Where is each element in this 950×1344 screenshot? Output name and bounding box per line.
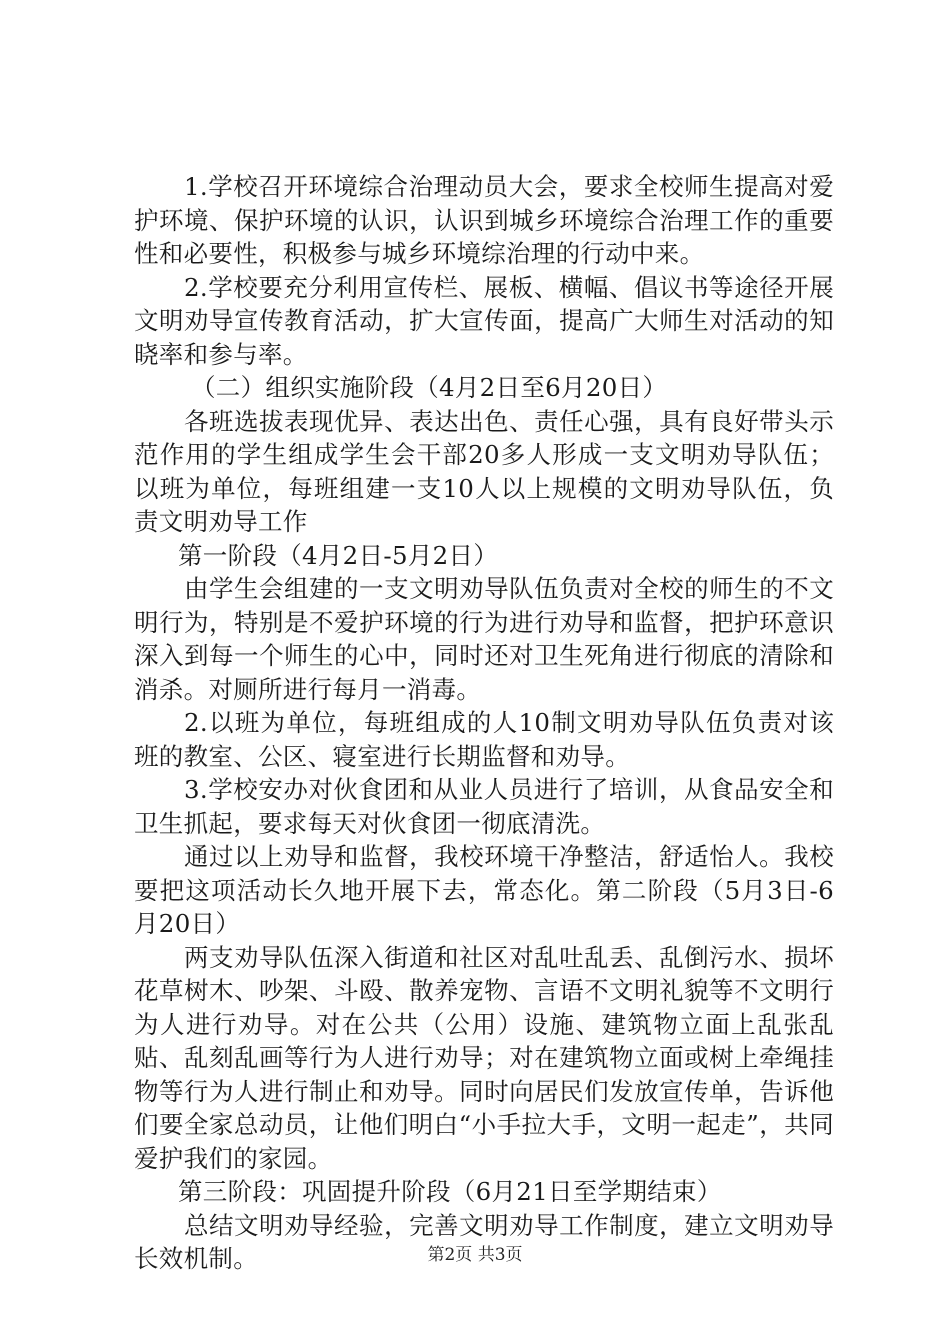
paragraph-summary-mechanism: 总结文明劝导经验，完善文明劝导工作制度，建立文明劝导长效机制。	[134, 1210, 834, 1273]
paragraph-stage-one-campus: 由学生会组建的一支文明劝导队伍负责对全校的师生的不文明行为，特别是不爱护环境的行为进行劝导和监督，把护环意识深入到每一个师生的心中，同时还对卫生死角进行彻底的清除和消杀。对厕所进行每月一消毒。	[134, 574, 834, 704]
paragraph-community-outreach: 两支劝导队伍深入街道和社区对乱吐乱丢、乱倒污水、损坏花草树木、吵架、斗殴、散养宠物、言语不文明礼貌等不文明行为人进行劝导。对在公共（公用）设施、建筑物立面上乱张乱贴、乱刻乱画等行为人进行劝导；对在建筑物立面或树上牵绳挂物等行为人进行制止和劝导。同时向居民们发放宣传单，告诉他们要全家总动员，让他们明白“小手拉大手，文明一起走”，共同爱护我们的家园。	[134, 942, 834, 1173]
page-number-footer: 第2页 共3页	[427, 1245, 523, 1265]
stage-three-heading: 第三阶段：巩固提升阶段（6月21日至学期结束）	[178, 1177, 722, 1206]
document-body	[134, 170, 834, 1276]
stage-one-heading: 第一阶段（4月2日-5月2日）	[178, 540, 499, 570]
paragraph-team-formation: 各班选拔表现优异、表达出色、责任心强，具有良好带头示范作用的学生组成学生会干部20多人形成一支文明劝导队伍；以班为单位，每班组建一支10人以上规模的文明劝导队伍，负责文明劝导工作	[134, 406, 834, 536]
paragraph-mobilization-meeting: 1.学校召开环境综合治理动员大会，要求全校师生提高对爱护环境、保护环境的认识，认识到城乡环境综合治理工作的重要性和必要性，积极参与城乡环境综治理的行动中来。	[134, 172, 834, 268]
paragraph-results-stage-two: 通过以上劝导和监督，我校环境干净整洁，舒适怡人。我校要把这项活动长久地开展下去，常态化。第二阶段（5月3日-6月20日）	[134, 842, 834, 938]
paragraph-publicity: 2.学校要充分利用宣传栏、展板、横幅、倡议书等途径开展文明劝导宣传教育活动，扩大宣传面，提高广大师生对活动的知晓率和参与率。	[134, 272, 834, 369]
paragraph-class-supervision: 2.以班为单位，每班组成的人10制文明劝导队伍负责对该班的教室、公区、寝室进行长期监督和劝导。	[134, 708, 834, 771]
paragraph-canteen-training: 3.学校安办对伙食团和从业人员进行了培训，从食品安全和卫生抓起，要求每天对伙食团一彻底清洗。	[134, 775, 834, 838]
section-heading-implementation: （二）组织实施阶段（4月2日至6月20日）	[191, 373, 668, 402]
